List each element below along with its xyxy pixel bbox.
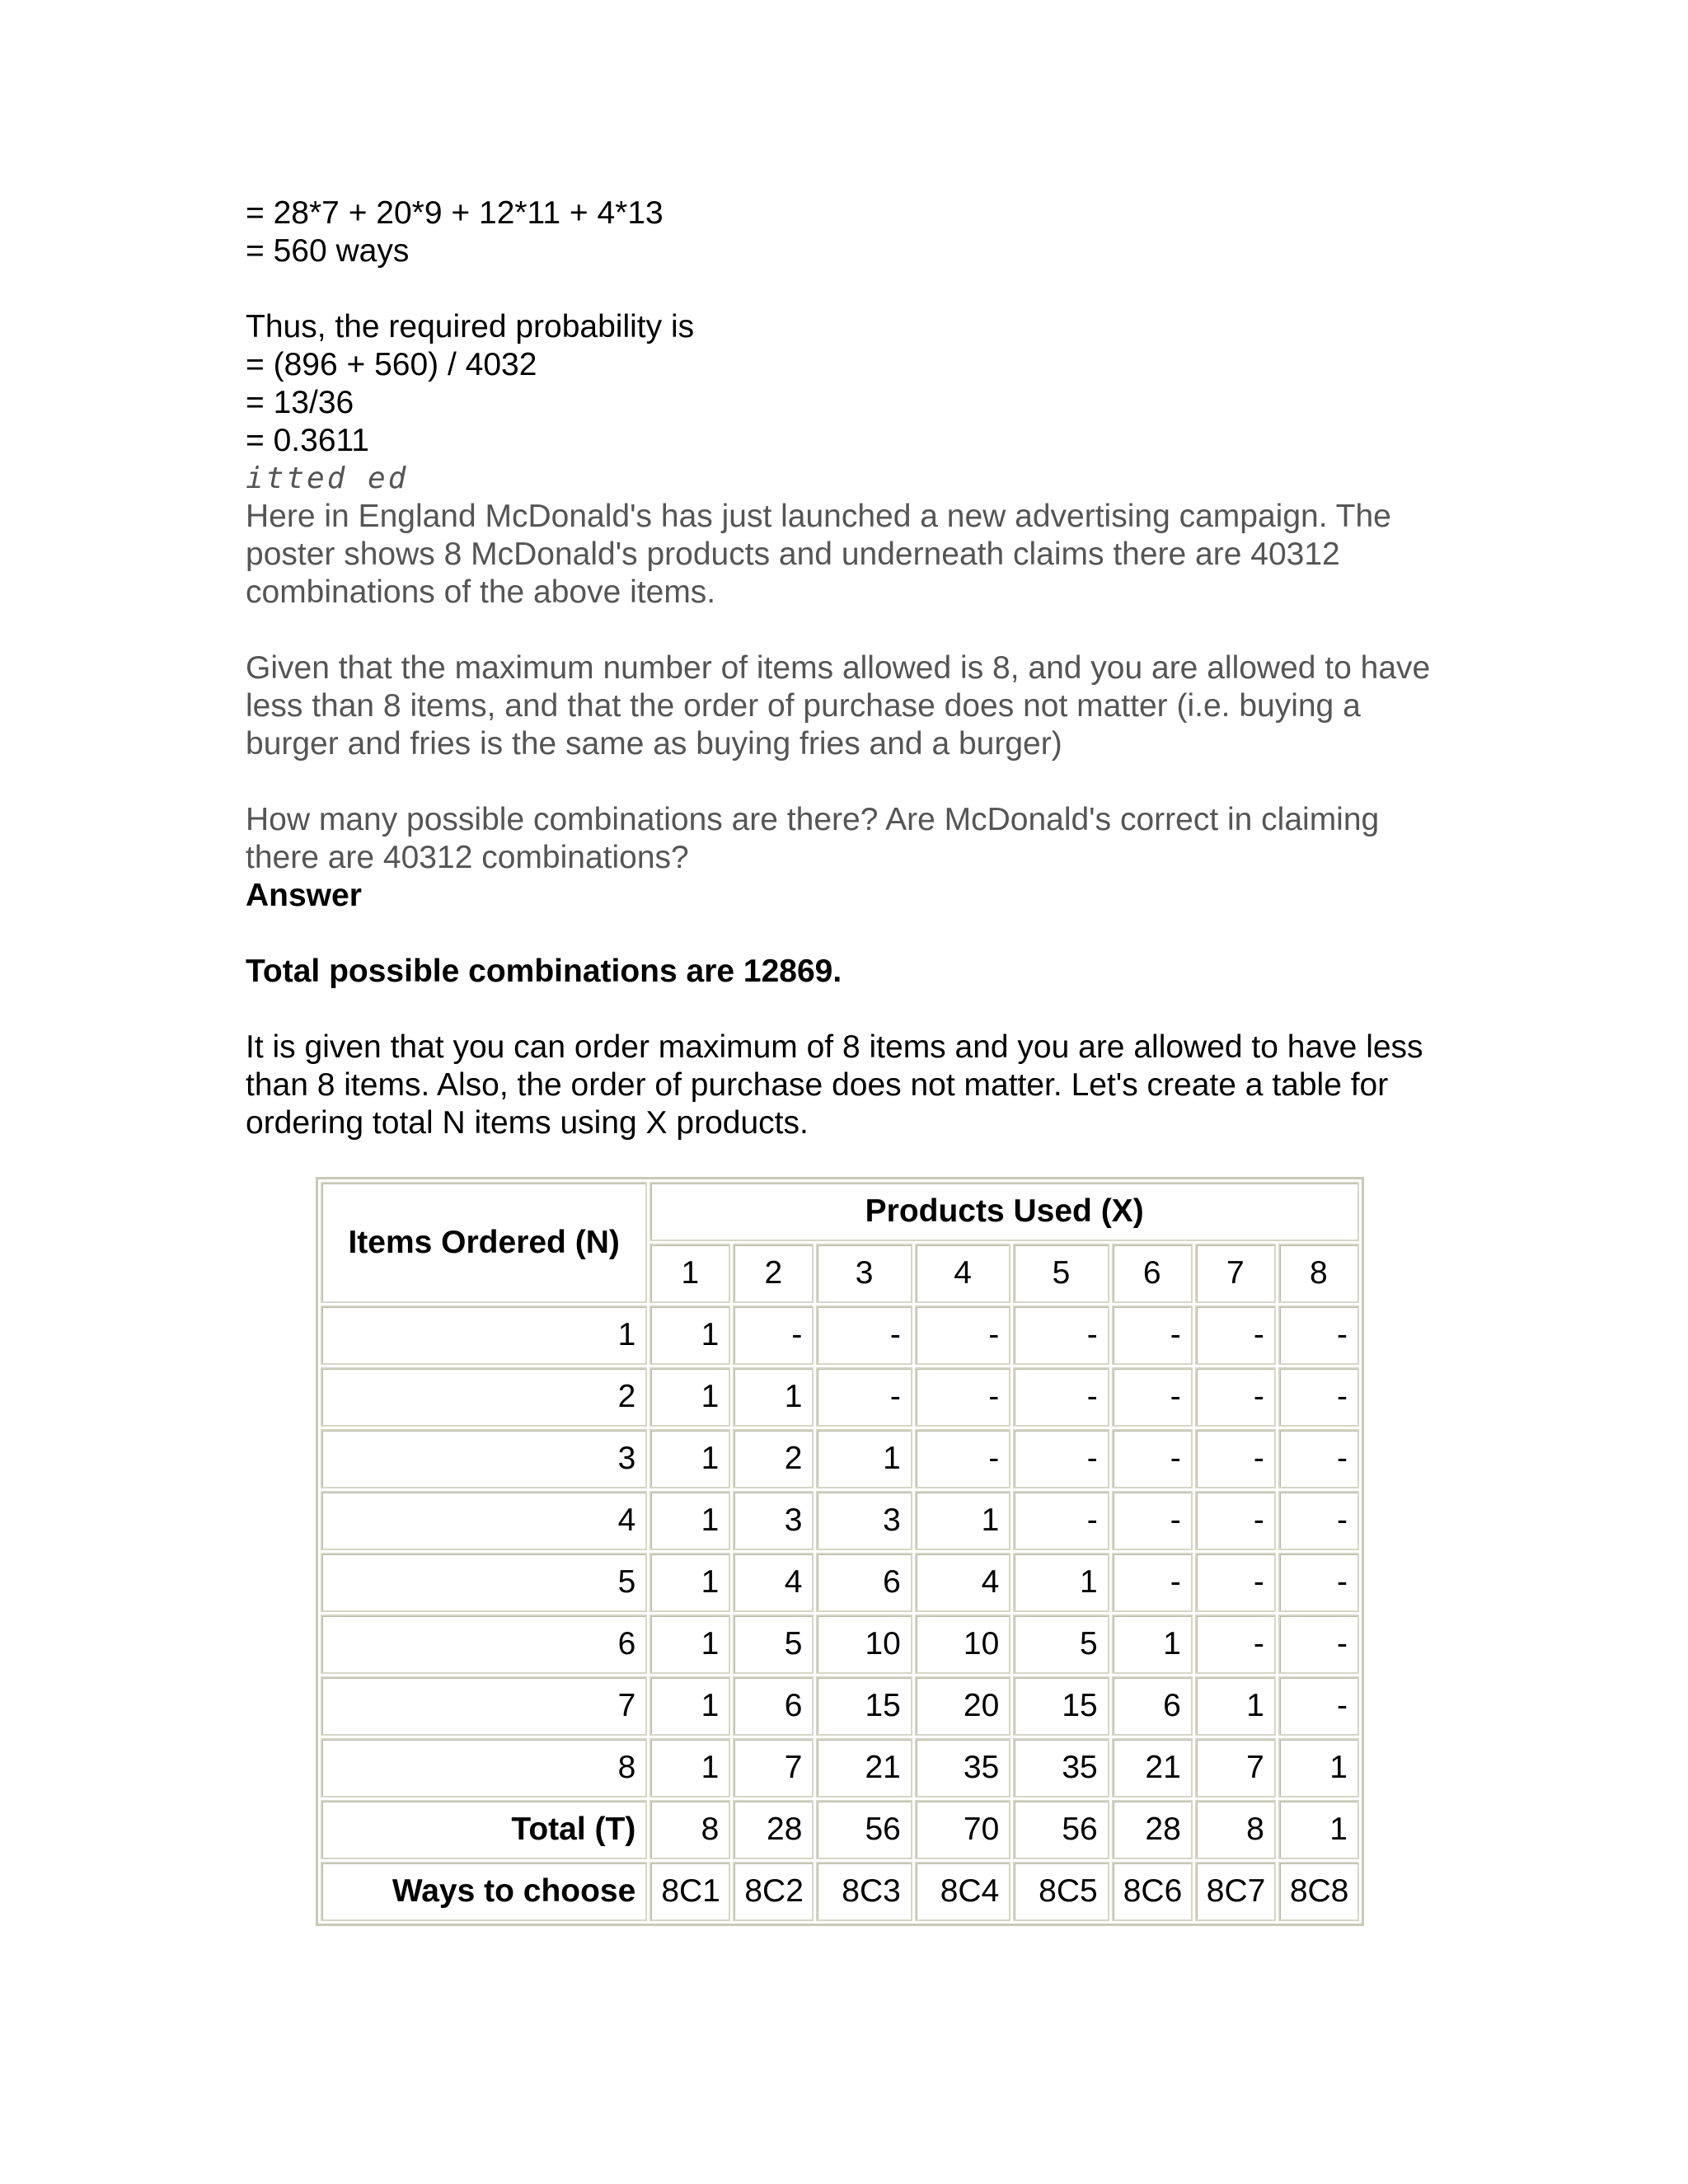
- total-row-cell: 8: [1195, 1800, 1276, 1859]
- table-cell: -: [915, 1305, 1010, 1365]
- table-cell: 21: [1112, 1738, 1193, 1797]
- x-header-cell: 2: [733, 1244, 814, 1303]
- table-cell: 1: [915, 1491, 1010, 1550]
- table-cell: 35: [915, 1738, 1010, 1797]
- table-cell: -: [1112, 1305, 1193, 1365]
- table-cell: 1: [649, 1615, 730, 1674]
- watermark-text: itted ed: [246, 462, 409, 495]
- table-cell: 6: [1112, 1676, 1193, 1736]
- table-cell: 2: [733, 1429, 814, 1488]
- document-page: [246, 194, 1449, 1142]
- table-cell: -: [1278, 1367, 1359, 1427]
- table-cell: 15: [816, 1676, 912, 1736]
- table-body: [321, 1305, 1359, 1921]
- table-cell: -: [1278, 1676, 1359, 1736]
- table-cell: 5: [733, 1615, 814, 1674]
- table-cell: -: [1013, 1367, 1109, 1427]
- total-row-cell: 28: [733, 1800, 814, 1859]
- x-header-cell: 1: [649, 1244, 730, 1303]
- table-cell: 20: [915, 1676, 1010, 1736]
- ways-row-cell: 8C1: [649, 1862, 730, 1921]
- row-label-cell: 6: [321, 1615, 647, 1674]
- ways-row-cell: 8C8: [1278, 1862, 1359, 1921]
- table-cell: 21: [816, 1738, 912, 1797]
- ways-row: [321, 1862, 1359, 1921]
- table-cell: 1: [649, 1305, 730, 1365]
- table-cell: -: [1195, 1367, 1276, 1427]
- table-cell: -: [1112, 1553, 1193, 1612]
- table-row: [321, 1429, 1359, 1488]
- table-cell: 1: [1013, 1553, 1109, 1612]
- table-row: [321, 1676, 1359, 1736]
- table-cell: 35: [1013, 1738, 1109, 1797]
- table-row: [321, 1491, 1359, 1550]
- table-cell: -: [1013, 1491, 1109, 1550]
- row-label-cell: 1: [321, 1305, 647, 1365]
- total-row: [321, 1800, 1359, 1859]
- table-cell: -: [1278, 1615, 1359, 1674]
- row-label-cell: 7: [321, 1676, 647, 1736]
- table-cell: 3: [816, 1491, 912, 1550]
- table-cell: 1: [816, 1429, 912, 1488]
- calc-line-1: = 28*7 + 20*9 + 12*11 + 4*13: [246, 195, 663, 231]
- table-cell: 1: [649, 1676, 730, 1736]
- table-cell: 10: [915, 1615, 1010, 1674]
- table-cell: -: [915, 1429, 1010, 1488]
- table-cell: 1: [649, 1553, 730, 1612]
- table-cell: 7: [1195, 1738, 1276, 1797]
- ways-row-cell: 8C5: [1013, 1862, 1109, 1921]
- x-header-cell: 6: [1112, 1244, 1193, 1303]
- table-cell: 1: [1195, 1676, 1276, 1736]
- prob-line-2: = (896 + 560) / 4032: [246, 347, 537, 382]
- total-row-label: Total (T): [321, 1800, 647, 1859]
- total-row-cell: 28: [1112, 1800, 1193, 1859]
- total-row-cell: 56: [816, 1800, 912, 1859]
- table-cell: -: [1195, 1305, 1276, 1365]
- ways-row-cell: 8C3: [816, 1862, 912, 1921]
- total-row-cell: 8: [649, 1800, 730, 1859]
- table-row: [321, 1305, 1359, 1365]
- total-row-cell: 1: [1278, 1800, 1359, 1859]
- row-label-cell: 3: [321, 1429, 647, 1488]
- question-paragraph-1: Here in England McDonald's has just launched a new advertising campaign. The poster shows 8 McDonald's products and underneath claims there are 40312 combinations of the above items.: [246, 499, 1391, 610]
- table-cell: 7: [733, 1738, 814, 1797]
- ways-row-cell: 8C7: [1195, 1862, 1276, 1921]
- table-cell: 1: [649, 1429, 730, 1488]
- corner-header: Items Ordered (N): [321, 1182, 647, 1303]
- table-cell: -: [1278, 1305, 1359, 1365]
- x-header-cell: 3: [816, 1244, 912, 1303]
- table-cell: 6: [733, 1676, 814, 1736]
- ways-row-cell: 8C4: [915, 1862, 1010, 1921]
- table-cell: -: [816, 1367, 912, 1427]
- table-cell: -: [915, 1367, 1010, 1427]
- question-paragraph-3: How many possible combinations are there? Are McDonald's correct in claiming there are 40312 combinations?: [246, 802, 1380, 875]
- table-cell: -: [1195, 1491, 1276, 1550]
- prob-line-3: = 13/36: [246, 385, 354, 420]
- row-label-cell: 4: [321, 1491, 647, 1550]
- table-cell: -: [1112, 1367, 1193, 1427]
- question-paragraph-2: Given that the maximum number of items allowed is 8, and you are allowed to have less than 8 items, and that the order of purchase does not matter (i.e. buying a burger and fries is the same as buying fries and a burger): [246, 650, 1431, 762]
- x-header-cell: 8: [1278, 1244, 1359, 1303]
- table-row: [321, 1738, 1359, 1797]
- row-label-cell: 5: [321, 1553, 647, 1612]
- ways-row-label: Ways to choose: [321, 1862, 647, 1921]
- answer-total: Total possible combinations are 12869.: [246, 954, 842, 989]
- prob-line-1: Thus, the required probability is: [246, 309, 695, 344]
- table-cell: 4: [915, 1553, 1010, 1612]
- table-cell: 3: [733, 1491, 814, 1550]
- table-cell: -: [1195, 1429, 1276, 1488]
- table-cell: 10: [816, 1615, 912, 1674]
- table-cell: 15: [1013, 1676, 1109, 1736]
- total-row-cell: 56: [1013, 1800, 1109, 1859]
- ways-row-cell: 8C2: [733, 1862, 814, 1921]
- table-cell: 4: [733, 1553, 814, 1612]
- table-row: [321, 1553, 1359, 1612]
- table-cell: 1: [649, 1491, 730, 1550]
- table-cell: -: [1013, 1429, 1109, 1488]
- table-cell: 1: [649, 1738, 730, 1797]
- table-cell: -: [1013, 1305, 1109, 1365]
- table-cell: -: [733, 1305, 814, 1365]
- table-cell: 1: [1278, 1738, 1359, 1797]
- combinations-table: [316, 1177, 1364, 1926]
- row-label-cell: 8: [321, 1738, 647, 1797]
- combinations-table-wrapper: [316, 1177, 1364, 1926]
- table-cell: -: [1278, 1553, 1359, 1612]
- x-header-cell: 7: [1195, 1244, 1276, 1303]
- table-row: [321, 1367, 1359, 1427]
- row-label-cell: 2: [321, 1367, 647, 1427]
- ways-row-cell: 8C6: [1112, 1862, 1193, 1921]
- total-row-cell: 70: [915, 1800, 1010, 1859]
- table-cell: 1: [649, 1367, 730, 1427]
- table-cell: -: [1278, 1491, 1359, 1550]
- table-cell: 1: [733, 1367, 814, 1427]
- answer-heading: Answer: [246, 878, 362, 913]
- table-cell: -: [1195, 1615, 1276, 1674]
- prob-line-4: = 0.3611: [246, 423, 370, 458]
- table-row: [321, 1615, 1359, 1674]
- table-cell: 6: [816, 1553, 912, 1612]
- table-cell: 1: [1112, 1615, 1193, 1674]
- table-cell: -: [1112, 1429, 1193, 1488]
- x-header-cell: 4: [915, 1244, 1010, 1303]
- table-cell: -: [1195, 1553, 1276, 1612]
- calc-line-2: = 560 ways: [246, 233, 410, 269]
- table-cell: 5: [1013, 1615, 1109, 1674]
- table-cell: -: [1278, 1429, 1359, 1488]
- products-used-header: Products Used (X): [649, 1182, 1359, 1241]
- table-cell: -: [816, 1305, 912, 1365]
- explanation-paragraph: It is given that you can order maximum of 8 items and you are allowed to have less than 8 items. Also, the order of purchase does not matter. Let's create a table for ordering total N items using X products.: [246, 1029, 1423, 1141]
- x-header-cell: 5: [1013, 1244, 1109, 1303]
- table-cell: -: [1112, 1491, 1193, 1550]
